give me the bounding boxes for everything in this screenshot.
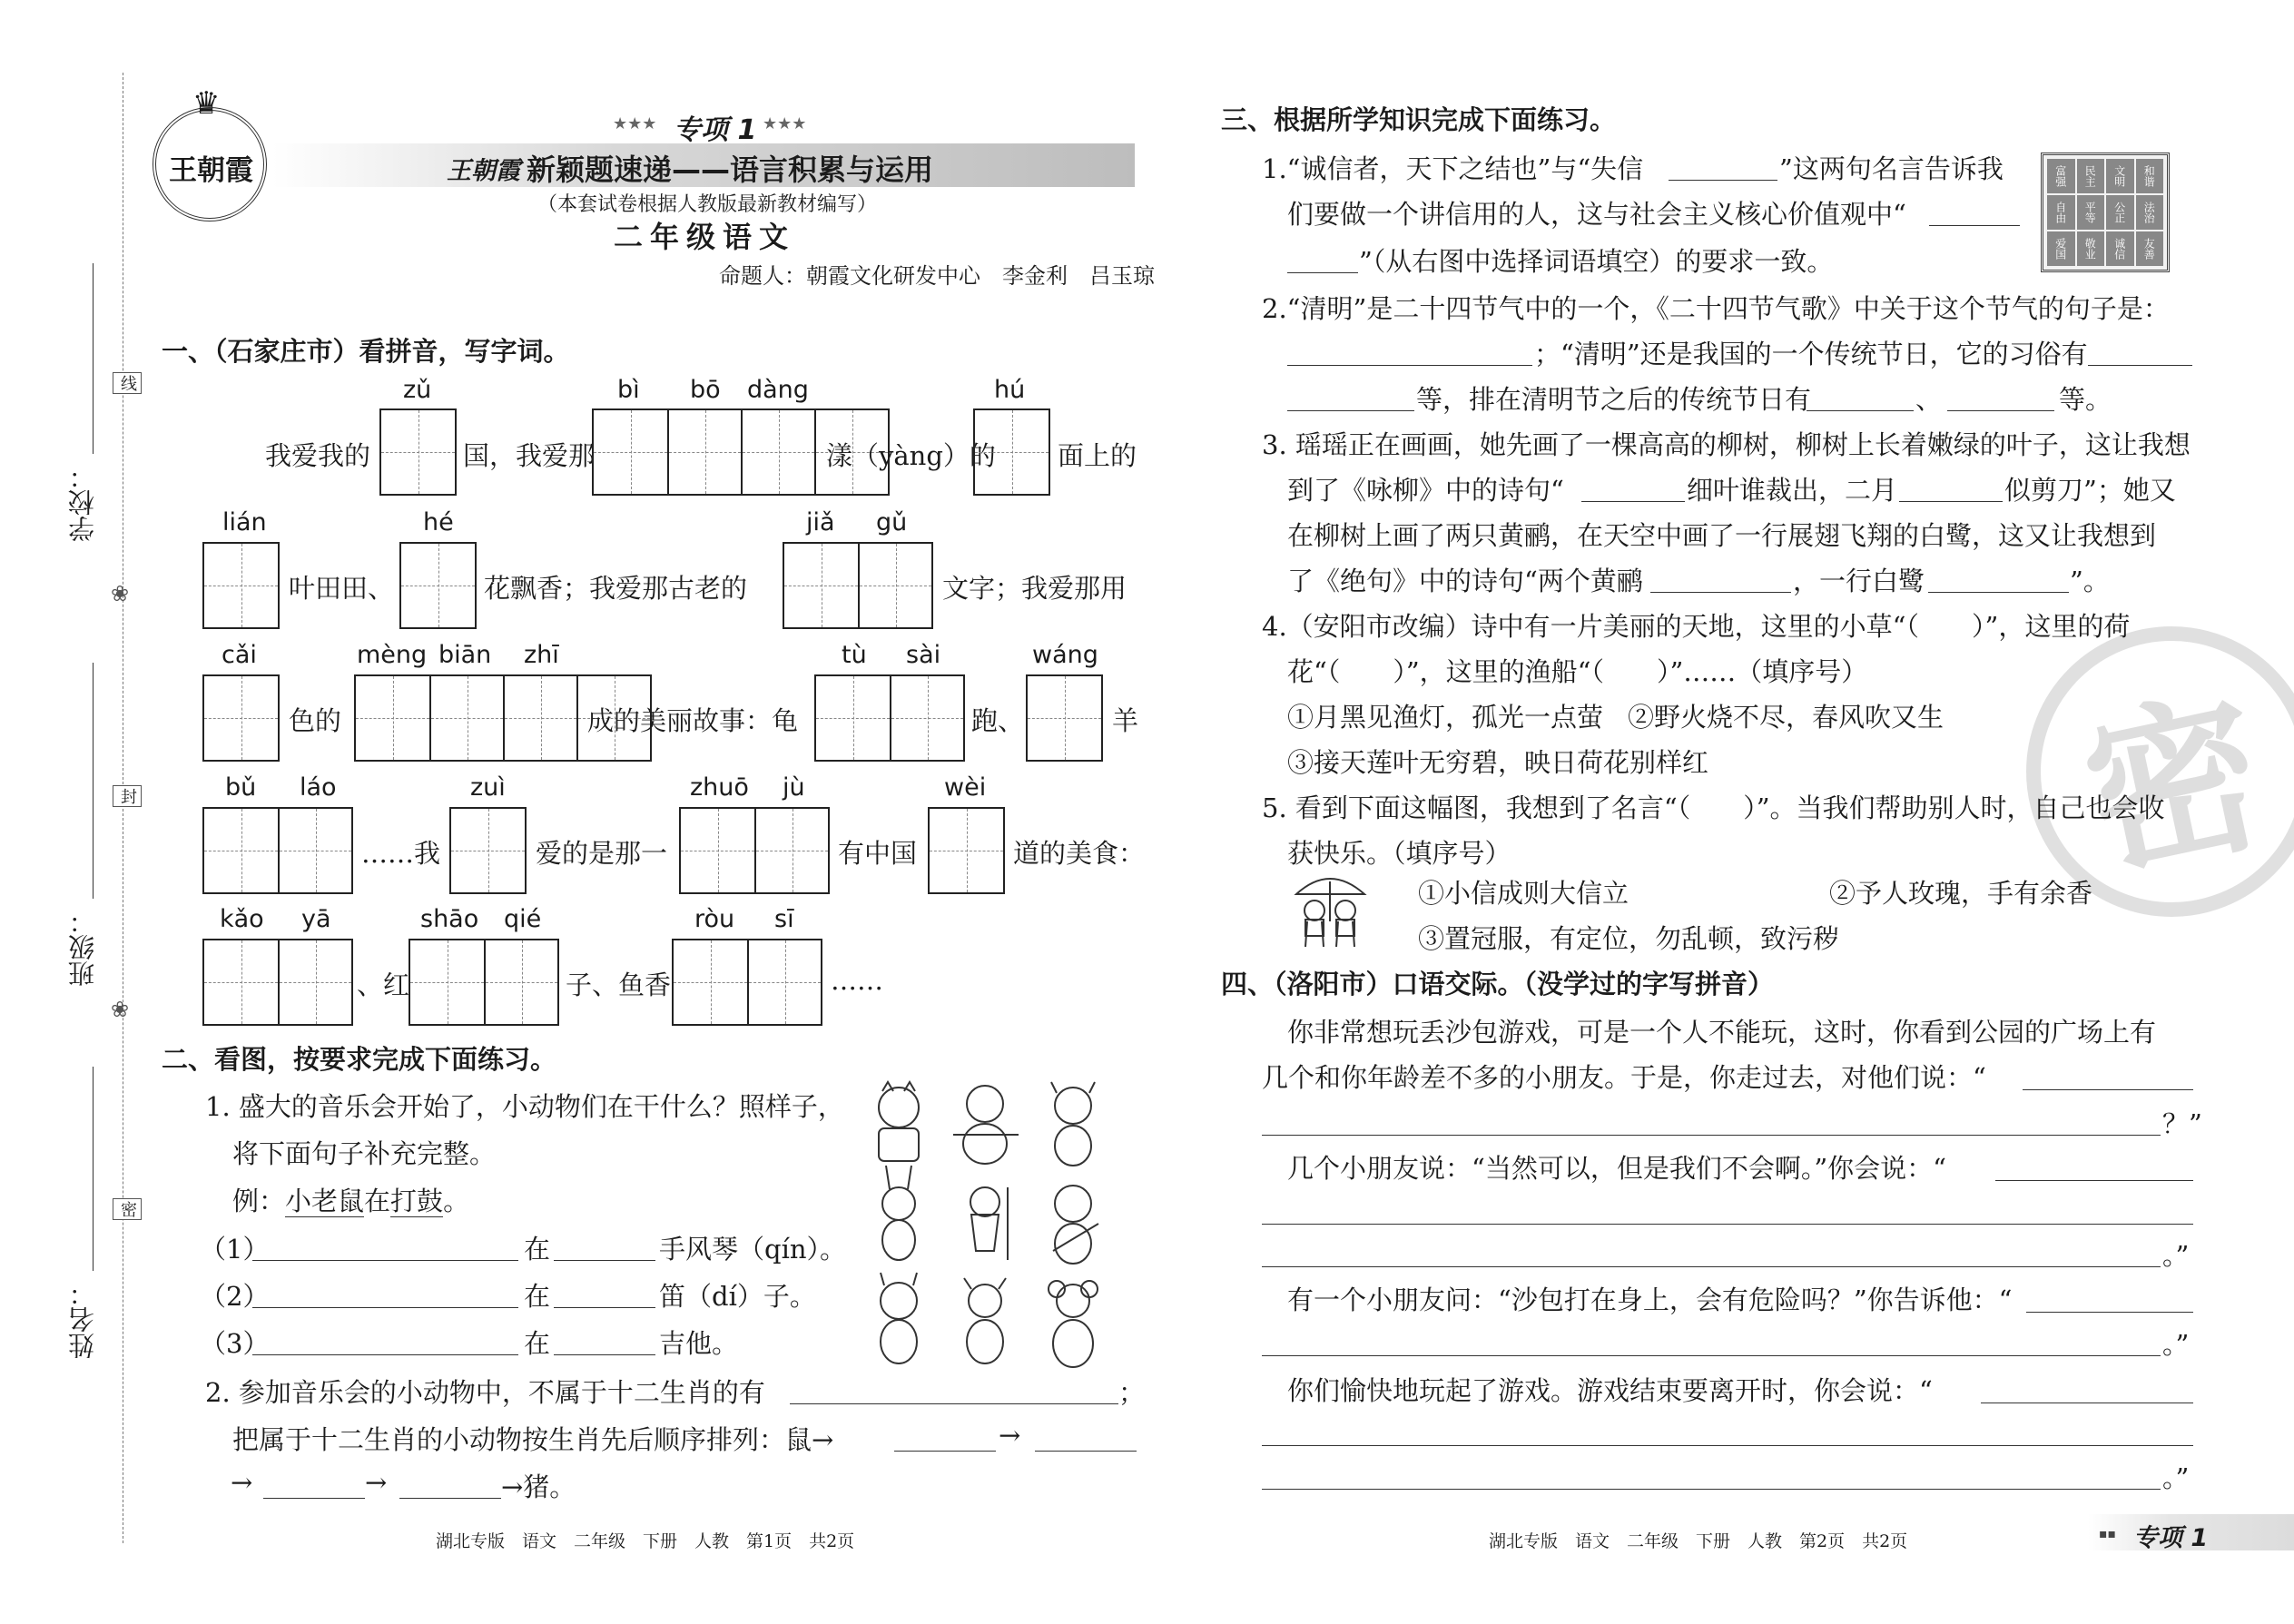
question-text: 5. 看到下面这幅图，我想到了名言“（ ）”。当我们帮助别人时，自己也会收 [1262,792,2165,823]
answer-blank[interactable] [1947,410,2054,411]
pinyin: jiǎ [806,508,835,536]
text-segment: 子、鱼香 [566,969,672,1000]
answer-line[interactable] [1262,1266,2161,1267]
answer-blank[interactable] [1928,592,2069,593]
example-mid: 在 [364,1186,391,1216]
item-number: （2） [200,1281,270,1312]
value-tile: 富强 [2047,159,2075,193]
pinyin: zǔ [403,376,432,404]
square-icon: ▪▪ [2099,1527,2116,1541]
answer-blank[interactable] [2088,365,2192,366]
question-text: 把属于十二生肖的小动物按生肖先后顺序排列：鼠→ [232,1424,834,1455]
answer-line[interactable] [1262,1445,2193,1446]
value-tile: 公正 [2106,195,2134,230]
value-tile: 民主 [2077,159,2105,193]
writing-grid[interactable] [928,807,1005,894]
question-text: ； [1118,1377,1146,1408]
example-prefix: 例： [232,1186,286,1216]
school-label: 学校： [67,463,98,542]
question-text: 在柳树上画了两只黄鹂，在天空中画了一行展翅飞翔的白鹭，这又让我想到 [1287,520,2157,551]
question-text: →猪。 [501,1471,576,1502]
example-end: 。 [443,1186,470,1216]
pinyin: bì [617,376,640,404]
question-text: 细叶谁裁出，二月 [1687,475,1898,506]
writing-grid[interactable] [679,807,830,894]
pinyin: lián [222,508,267,536]
text-segment: 爱的是那一 [536,838,668,869]
pinyin: sài [906,641,941,669]
answer-blank[interactable] [894,1451,996,1452]
question-text: 等，排在清明节之后的传统节日有 [1416,384,1812,415]
text-segment: 有中国 [838,838,918,869]
writing-grid[interactable] [973,408,1050,496]
star-icon: ★★★ [763,114,807,133]
option: ③接天莲叶无穷碧，映日荷花别样红 [1287,747,1709,778]
option: ①小信成则大信立 [1418,878,1629,909]
example-subject: 小老鼠 [285,1186,365,1216]
writing-grid[interactable] [202,807,353,894]
answer-blank[interactable] [2023,1089,2193,1090]
name-label: 姓名： [67,1280,98,1359]
option: ①月黑见渔灯，孤光一点萤 [1287,702,1604,733]
answer-line[interactable] [1262,1135,2161,1136]
animals-illustration [862,1078,1109,1378]
logo-text: 王朝霞 [169,154,253,187]
value-tile: 法治 [2136,195,2164,230]
answer-blank[interactable] [1929,225,2020,226]
answer-blank[interactable] [1287,272,1358,273]
arrow: → [999,1420,1021,1451]
pinyin: bǔ [225,773,257,802]
question-text: 3. 瑶瑶正在画画，她先画了一棵高高的柳树，柳树上长着嫩绿的叶子，这让我想 [1262,429,2191,460]
value-tile: 诚信 [2106,231,2134,266]
writing-grid[interactable] [672,939,822,1026]
page-footer-left: 湖北专版 语文 二年级 下册 人教 第1页 共2页 [436,1531,855,1551]
value-tile: 友善 [2136,231,2164,266]
writing-grid[interactable] [202,939,353,1026]
stamp-text: 密 [2069,669,2280,902]
class-field[interactable] [93,663,94,899]
question-text: 2. 参加音乐会的小动物中，不属于十二生肖的有 [205,1377,765,1408]
pinyin: hú [994,376,1026,404]
paragraph-end: 。” [2162,1329,2190,1360]
item-text: 手风琴（qín）。 [659,1234,847,1265]
pinyin: zhī [524,641,559,669]
writing-grid[interactable] [409,939,559,1026]
brand-name: 王朝霞 [447,157,520,185]
text-segment: 国，我爱那 [463,440,596,471]
question-text: 2.“清明”是二十四节气中的一个，《二十四节气歌》中关于这个节气的句子是： [1262,293,2170,324]
answer-blank[interactable] [2026,1312,2193,1313]
pinyin: dàng [747,376,809,404]
answer-blank[interactable] [1669,180,1777,181]
answer-blank[interactable] [554,1307,655,1308]
item-text: 在 [524,1234,551,1265]
value-tile: 文明 [2106,159,2134,193]
question-text: 到了《咏柳》中的诗句“ [1287,475,1564,506]
pinyin: jù [783,773,805,802]
flower-icon: ❀ [111,581,130,606]
value-tile: 自由 [2047,195,2075,230]
question-text: 获快乐。（填序号） [1287,838,1511,869]
school-field[interactable] [93,263,94,454]
question-text: ，一行白鹭 [1793,566,1925,596]
option: ③置冠服，有定位，勿乱顿，致污秽 [1418,923,1840,954]
value-tile: 敬业 [2077,231,2105,266]
question-text: 将下面句子补充完整。 [232,1138,497,1169]
arrow: → [365,1467,388,1498]
answer-blank[interactable] [790,1403,1118,1404]
pinyin: wáng [1032,641,1098,669]
answer-blank[interactable] [554,1260,655,1261]
text-segment: 我爱我的 [265,440,371,471]
answer-blank[interactable] [252,1307,518,1308]
answer-blank[interactable] [1287,410,1414,411]
pinyin: kǎo [220,905,264,933]
example-verb: 打鼓 [390,1186,444,1216]
logo [153,85,267,221]
item-number: （3） [200,1328,270,1359]
authors: 命题人：朝霞文化研发中心 李金利 吕玉琼 [719,263,1155,289]
pinyin: bō [690,376,721,404]
text-segment: ……我 [361,838,441,869]
seal-mark-xian: 线 [113,372,142,394]
answer-blank[interactable] [1581,501,1685,502]
item-text: 笛（dí）子。 [659,1281,816,1312]
section1-heading: 一、（石家庄市）看拼音，写字词。 [162,336,570,367]
item-number: （1） [200,1234,270,1265]
text-segment: 、红 [357,969,410,1000]
children-umbrella-illustration [1287,867,1373,958]
text-segment: 面上的 [1058,440,1137,471]
answer-line[interactable] [1262,1224,2193,1225]
text-segment: 文字；我爱那用 [942,573,1127,604]
text-segment: 跑、 [971,705,1025,736]
seal-mark-mi: 密 [113,1198,142,1220]
value-tile: 平等 [2077,195,2105,230]
answer-blank[interactable] [554,1354,655,1355]
answer-line[interactable] [1262,1489,2161,1490]
answer-blank[interactable] [1899,501,2003,502]
question-text: 4.（安阳市改编）诗中有一片美丽的天地，这里的小草“（ ）”，这里的荷 [1262,611,2131,642]
pinyin: qié [504,905,542,933]
pinyin: zhuō [690,773,749,802]
text-segment: …… [831,965,883,996]
pinyin: yā [301,905,331,933]
answer-blank[interactable] [1035,1451,1137,1452]
name-field[interactable] [93,1067,94,1271]
writing-grid[interactable] [399,542,477,629]
question-text: 们要做一个讲信用的人，这与社会主义核心价值观中“ [1287,199,1906,230]
question-text: ”这两句名言告诉我 [1779,153,2004,184]
paragraph: 几个小朋友说：“当然可以，但是我们不会啊。”你会说：“ [1287,1153,1946,1184]
pinyin: ròu [694,905,735,933]
writing-grid[interactable] [202,674,280,762]
text-segment: 色的 [289,705,342,736]
answer-blank[interactable] [399,1498,501,1499]
text-segment: 道的美食： [1013,838,1146,869]
page-title: 新颖题速递——语言积累与运用 [527,153,934,187]
pinyin: mèng [357,641,428,669]
answer-blank[interactable] [252,1354,518,1355]
crown-icon: ♛ [192,85,221,122]
text-segment: 成的美丽故事：龟 [587,705,799,736]
answer-line[interactable] [1262,1355,2161,1356]
grade-title: 二年级语文 [614,220,796,254]
text-segment: 花飘香；我爱那古老的 [484,573,748,604]
text-segment: 叶田田、 [289,573,395,604]
item-text: 在 [524,1328,551,1359]
question-text: 1. 盛大的音乐会开始了，小动物们在干什么？照样子， [205,1091,844,1122]
writing-grid[interactable] [783,542,933,629]
question-text: 1.“诚信者，天下之结也”与“失信 [1262,153,1644,184]
paragraph-end: ？” [2162,1108,2202,1139]
text-segment: 羊 [1112,705,1139,736]
answer-blank[interactable] [1807,410,1914,411]
question-text: ”（从右图中选择词语填空）的要求一致。 [1359,246,1834,277]
pinyin: sī [774,905,794,933]
pinyin: cǎi [222,641,257,669]
question-text: ”。 [2070,566,2110,596]
question-text: 花“（ ）”，这里的渔船“（ ）”……（填序号） [1287,656,1868,687]
writing-grid[interactable] [202,542,280,629]
item-text: 吉他。 [659,1328,739,1359]
flower-icon: ❀ [111,997,130,1022]
core-values-graphic [2041,153,2170,272]
answer-blank[interactable] [252,1260,518,1261]
pinyin: hé [423,508,454,536]
pinyin: gǔ [876,508,908,536]
pinyin: biān [438,641,492,669]
section4-heading: 四、（洛阳市）口语交际。（没学过的字写拼音） [1221,969,1775,999]
answer-blank[interactable] [1650,592,1791,593]
pinyin: shāo [420,905,479,933]
question-text: 似剪刀”；她又 [2004,475,2176,506]
answer-blank[interactable] [1287,365,1532,366]
question-text: 了《绝句》中的诗句“两个黄鹂 [1287,566,1643,596]
example [232,1181,469,1218]
question-text: ；“清明”还是我国的一个传统节日，它的习俗有 [1534,339,2088,369]
paragraph: 几个和你年龄差不多的小朋友。于是，你走过去，对他们说：“ [1262,1062,1986,1093]
section2-heading: 二、看图，按要求完成下面练习。 [162,1044,557,1075]
paragraph-end: 。” [2162,1462,2190,1493]
writing-grid[interactable] [814,674,965,762]
pinyin: tù [842,641,867,669]
section-badge: 专项 1 [674,114,757,146]
answer-blank[interactable] [1995,1180,2193,1181]
arrow: → [231,1467,253,1498]
writing-grid[interactable] [379,408,457,496]
writing-grid[interactable] [449,807,527,894]
pinyin: wèi [944,773,987,802]
paragraph: 有一个小朋友问：“沙包打在身上，会有危险吗？”你告诉他：“ [1287,1284,2013,1315]
pinyin: láo [300,773,337,802]
answer-blank[interactable] [263,1498,365,1499]
value-tile: 和谐 [2136,159,2164,193]
value-tile: 爱国 [2047,231,2075,266]
class-label: 班级： [67,908,98,987]
question-text: 、 [1915,384,1943,415]
star-icon: ★★★ [613,114,657,133]
subtitle: （本套试卷根据人教版最新教材编写） [537,193,878,216]
option: ②野火烧不尽，春风吹又生 [1628,702,1944,733]
section3-heading: 三、根据所学知识完成下面练习。 [1221,104,1617,135]
question-text: 等。 [2059,384,2112,415]
pinyin: zuì [470,773,506,802]
footer-tab-label: 专项 1 [2133,1524,2209,1552]
text-segment: 漾（yàng）的 [826,440,996,471]
paragraph: 你们愉快地玩起了游戏。游戏结束要离开时，你会说：“ [1287,1375,1933,1406]
option: ②予人玫瑰，手有余香 [1829,878,2093,909]
paragraph: 你非常想玩丢沙包游戏，可是一个人不能玩，这时，你看到公园的广场上有 [1287,1017,2157,1048]
item-text: 在 [524,1281,551,1312]
paragraph-end: 。” [2162,1240,2190,1271]
page-footer-right: 湖北专版 语文 二年级 下册 人教 第2页 共2页 [1489,1531,1908,1551]
writing-grid[interactable] [1026,674,1103,762]
seal-mark-feng: 封 [113,785,142,807]
